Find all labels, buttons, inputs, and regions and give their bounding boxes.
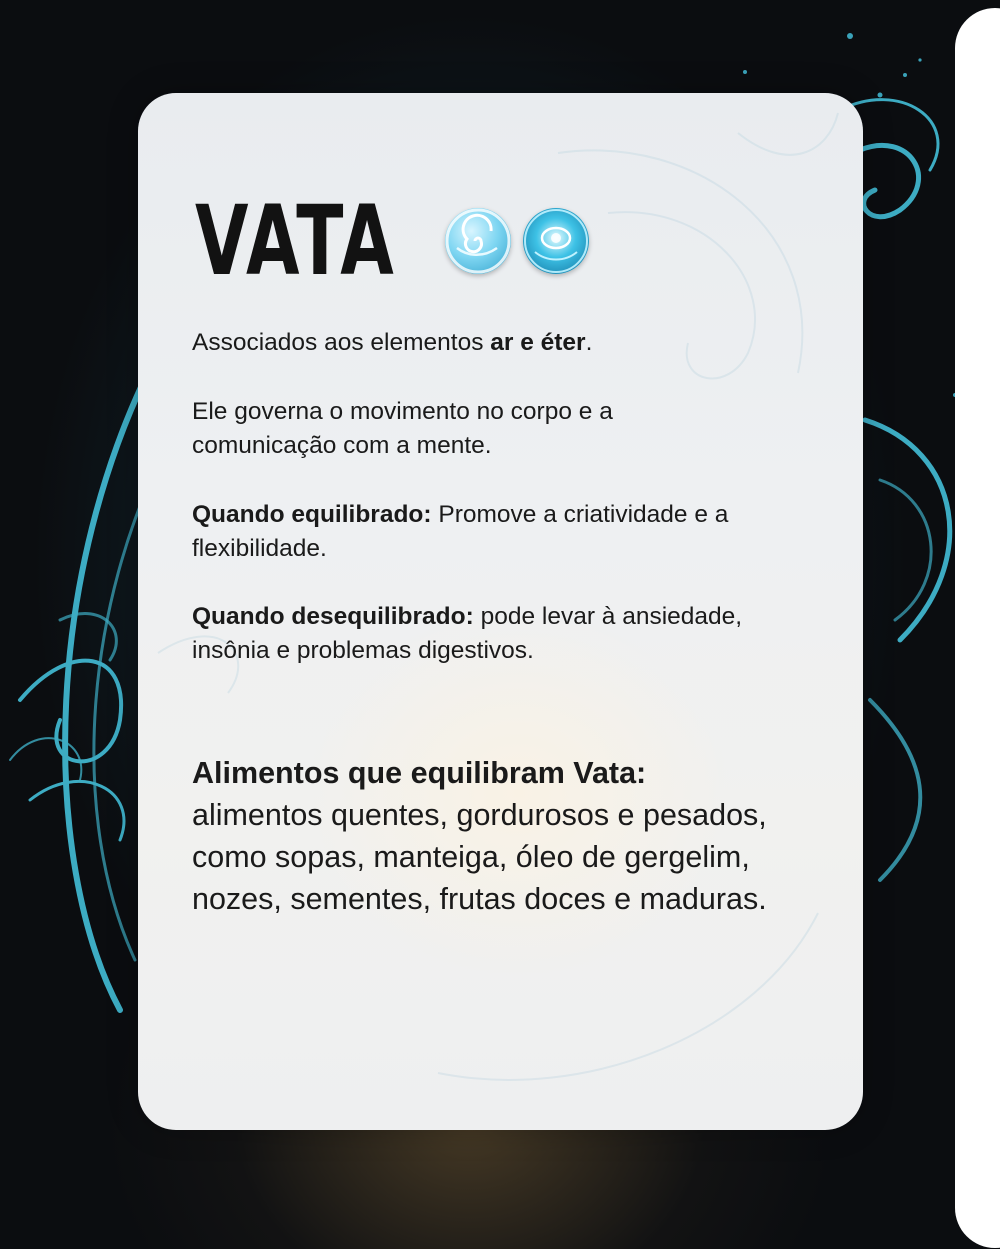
unbalanced-text: pode levar à ansiedade, insônia e problemas digestivos. <box>192 603 743 664</box>
ether-element-icon <box>523 208 589 274</box>
intro-text: Associados aos elementos <box>192 329 491 356</box>
foods-paragraph <box>192 752 802 920</box>
vata-info-card <box>138 93 863 1130</box>
balanced-paragraph <box>192 498 802 566</box>
foods-label: Alimentos que equilibram Vata: <box>192 756 647 790</box>
foods-text: alimentos quentes, gordurosos e pesados, como sopas, manteiga, óleo de gergelim, nozes, sementes, frutas doces e maduras. <box>192 798 767 916</box>
governs-paragraph: Ele governa o movimento no corpo e a comunicação com a mente. <box>192 398 613 459</box>
title-row <box>195 184 589 297</box>
intro-end: . <box>585 329 593 356</box>
air-element-icon <box>445 208 511 274</box>
elements-paragraph <box>192 326 812 360</box>
next-slide-panel <box>955 8 1000 1248</box>
balanced-label: Quando equilibrado: <box>192 501 432 528</box>
intro-elements: ar e éter <box>490 329 586 356</box>
dosha-title: VATA <box>195 184 396 297</box>
unbalanced-paragraph <box>192 600 772 668</box>
unbalanced-label: Quando desequilibrado: <box>192 603 474 630</box>
balanced-text: Promove a criatividade e a flexibilidade. <box>192 501 729 562</box>
